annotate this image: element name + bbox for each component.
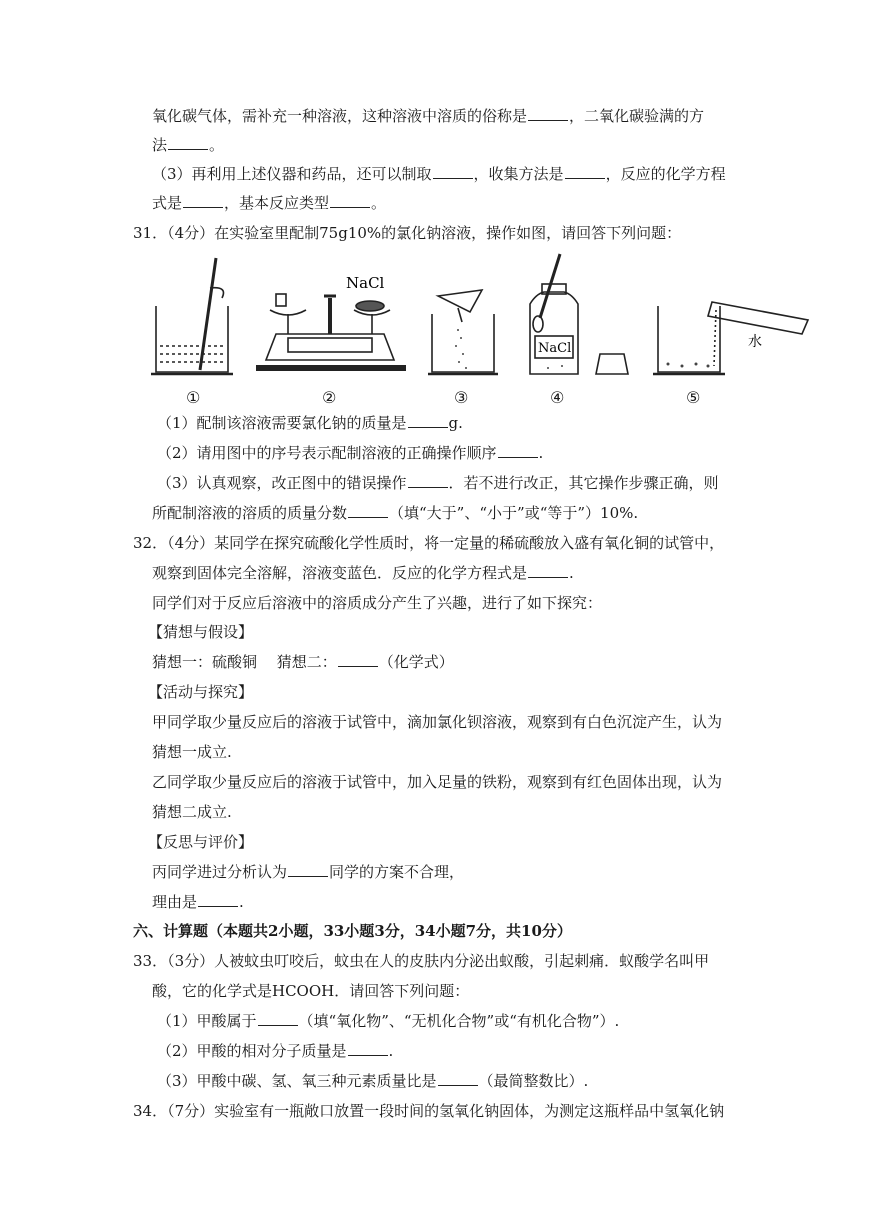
q32-stem-3: 同学们对于反应后溶液中的溶质成分产生了兴趣，进行了如下探究： xyxy=(152,594,603,612)
q32-r2: 理由是 . xyxy=(152,893,244,911)
step-label-5: ⑤ xyxy=(686,388,701,407)
q33-stem-2: 酸，它的化学式是HCOOH．请回答下列问题： xyxy=(152,982,470,1000)
heading-activity: 【活动与探究】 xyxy=(148,683,254,701)
heading-hypothesis: 【猜想与假设】 xyxy=(148,623,254,641)
answer-blank[interactable] xyxy=(528,106,568,121)
answer-blank[interactable] xyxy=(288,862,328,877)
q33-stem: 33．（3分）人被蚊虫叮咬后，蚊虫在人的皮肤内分泌出蚁酸，引起刺痛．蚁酸学名叫甲 xyxy=(133,952,710,970)
answer-blank[interactable] xyxy=(438,1071,478,1086)
nacl-scale-label: NaCl xyxy=(346,274,385,292)
q32-stem: 32．（4分）某同学在探究硫酸化学性质时，将一定量的稀硫酸放入盛有氧化铜的试管中， xyxy=(133,534,725,552)
answer-blank[interactable] xyxy=(565,164,605,179)
nacl-bottle-label: NaCl xyxy=(538,341,572,356)
answer-blank[interactable] xyxy=(168,135,208,150)
q31-part3-cont: 所配制溶液的溶质的质量分数 （填“大于”、“小于”或“等于”）10%. xyxy=(152,504,639,522)
q34-stem: 34．（7分）实验室有一瓶敞口放置一段时间的氢氧化钠固体，为测定这瓶样品中氢氧化钠 xyxy=(133,1102,725,1120)
answer-blank[interactable] xyxy=(338,652,378,667)
answer-blank[interactable] xyxy=(408,473,448,488)
water-label: 水 xyxy=(748,334,762,350)
heading-reflection: 【反思与评价】 xyxy=(148,833,254,851)
q31-part3: （3）认真观察，改正图中的错误操作 ．若不进行改正，其它操作步骤正确，则 xyxy=(157,474,719,492)
answer-blank[interactable] xyxy=(433,164,473,179)
q32-b2: 猜想二成立. xyxy=(152,803,232,821)
step-label-4: ④ xyxy=(550,388,565,407)
answer-blank[interactable] xyxy=(408,413,448,428)
q32-a1: 甲同学取少量反应后的溶液于试管中，滴加氯化钡溶液，观察到有白色沉淀产生，认为 xyxy=(152,713,723,731)
q32-guess: 猜想一：硫酸铜 猜想二： （化学式） xyxy=(152,653,454,671)
lab-apparatus-drawing xyxy=(148,248,828,413)
q31-part1: （1）配制该溶液需要氯化钠的质量是 g. xyxy=(157,414,463,432)
step-label-2: ② xyxy=(322,388,337,407)
answer-blank[interactable] xyxy=(348,1041,388,1056)
answer-blank[interactable] xyxy=(198,892,238,907)
q30-line-1: 氧化碳气体，需补充一种溶液，这种溶液中溶质的俗称是 ，二氧化碳验满的方 xyxy=(152,107,705,125)
q32-a2: 猜想一成立. xyxy=(152,743,232,761)
step-label-1: ① xyxy=(186,388,201,407)
answer-blank[interactable] xyxy=(528,563,568,578)
solution-preparation-figure xyxy=(148,248,828,413)
answer-blank[interactable] xyxy=(183,193,223,208)
q30-line-3: （3）再利用上述仪器和药品，还可以制取 ，收集方法是 ，反应的化学方程 xyxy=(152,165,726,183)
q33-part3: （3）甲酸中碳、氢、氧三种元素质量比是 （最简整数比）. xyxy=(157,1072,589,1090)
answer-blank[interactable] xyxy=(258,1011,298,1026)
q30-line-2: 法 。 xyxy=(152,136,225,154)
q32-b1: 乙同学取少量反应后的溶液于试管中，加入足量的铁粉，观察到有红色固体出现，认为 xyxy=(152,773,723,791)
step-label-3: ③ xyxy=(454,388,469,407)
q33-part1: （1）甲酸属于 （填“氧化物”、“无机化合物”或“有机化合物”）. xyxy=(157,1012,620,1030)
answer-blank[interactable] xyxy=(348,503,388,518)
q31-stem: 31．（4分）在实验室里配制75g10%的氯化钠溶液，操作如图，请回答下列问题： xyxy=(133,224,682,242)
answer-blank[interactable] xyxy=(498,443,538,458)
section-title: 六、计算题（本题共2小题，33小题3分，34小题7分，共10分） xyxy=(133,922,572,940)
answer-blank[interactable] xyxy=(330,193,370,208)
q32-stem-2: 观察到固体完全溶解，溶液变蓝色．反应的化学方程式是 . xyxy=(152,564,574,582)
q31-part2: （2）请用图中的序号表示配制溶液的正确操作顺序 . xyxy=(157,444,544,462)
q30-line-4: 式是 ，基本反应类型 。 xyxy=(152,194,387,212)
q33-part2: （2）甲酸的相对分子质量是 . xyxy=(157,1042,394,1060)
q32-r1: 丙同学进过分析认为 同学的方案不合理， xyxy=(152,863,465,881)
